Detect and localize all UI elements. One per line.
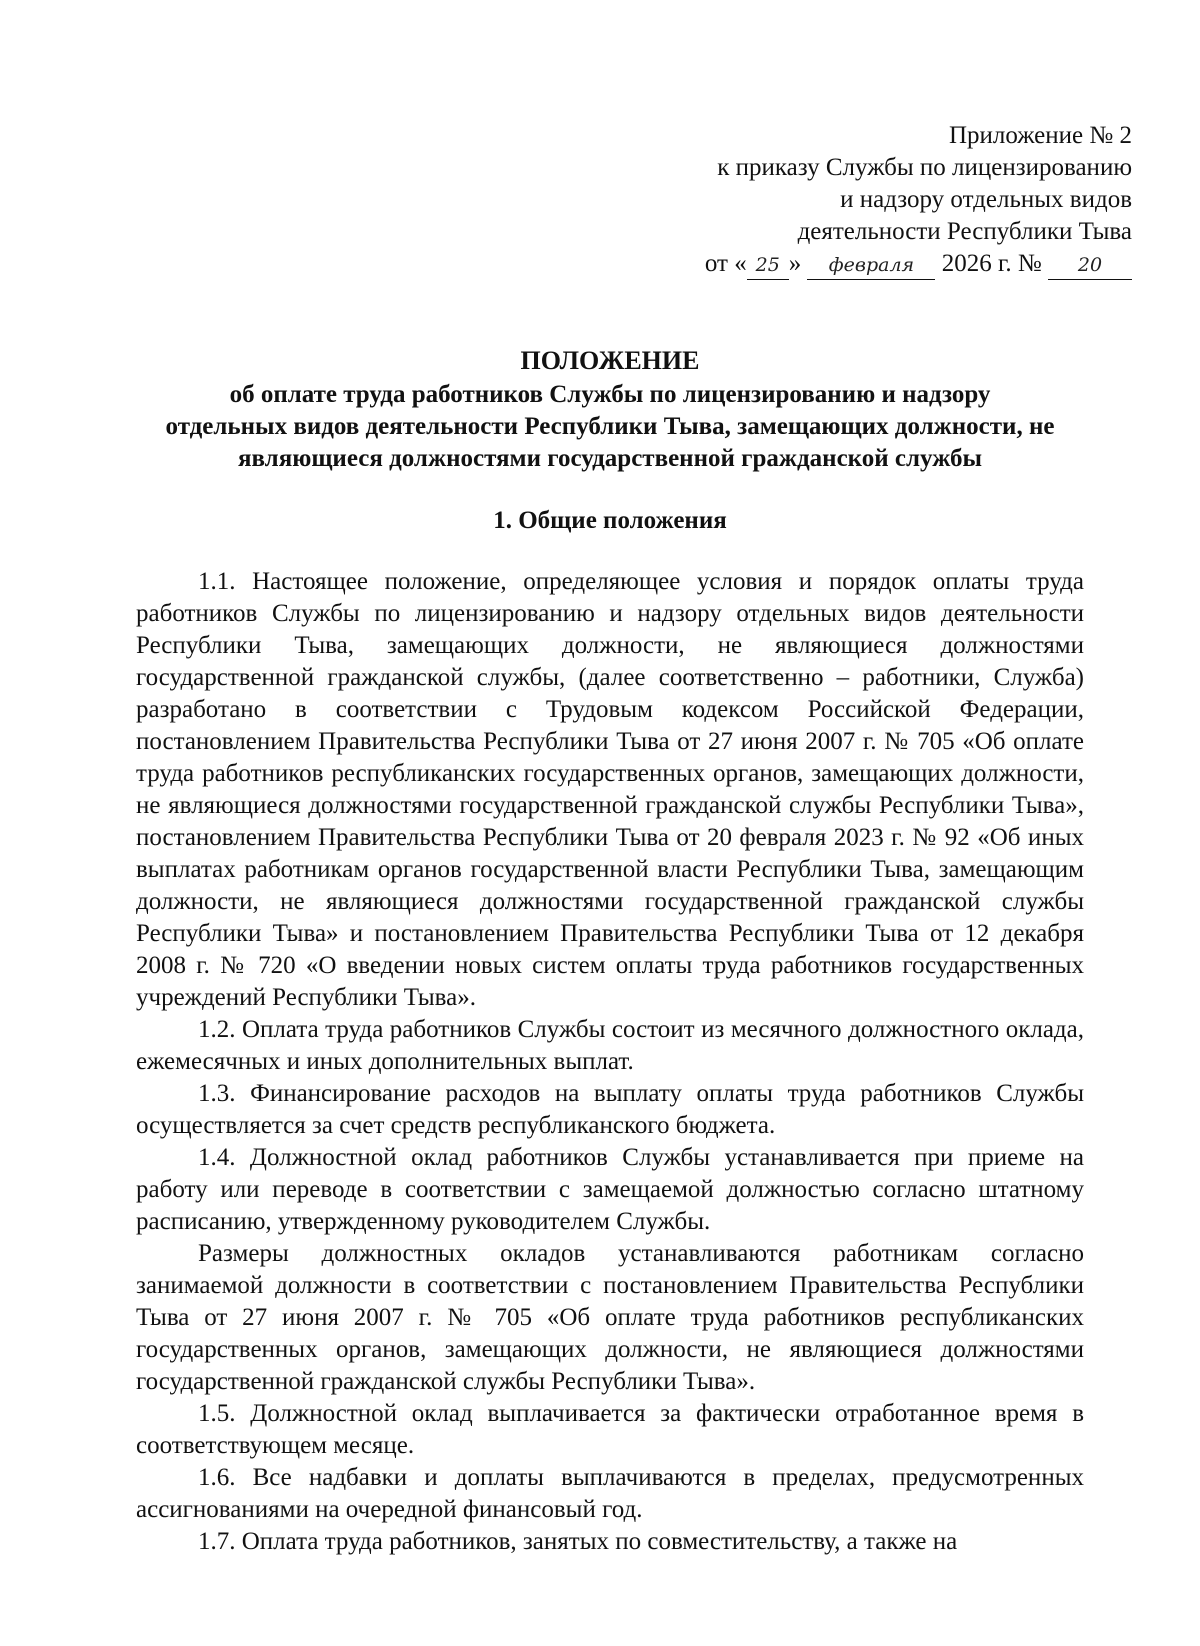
- appendix-order-ref-cont: и надзору отдельных видов: [840, 186, 1132, 213]
- paragraph-1-6: 1.6. Все надбавки и доплаты выплачиваются в пределах, предусмотренных ассигнованиями на очередной финансовый год.: [136, 1464, 1084, 1523]
- paragraph-1-4-sizes: Размеры должностных окладов устанавливаются работникам согласно занимаемой должности в соответствии с постановлением Правительства Республики Тыва от 27 июня 2007 г. № 705 «Об оплате труда работников республиканских государственных органов, замещающих должности, не являющиеся должностями государственной гражданской службы Республики Тыва».: [136, 1240, 1084, 1395]
- appendix-order-ref: к приказу Службы по лицензированию: [717, 154, 1132, 181]
- appendix-order-ref-end: деятельности Республики Тыва: [797, 218, 1132, 245]
- paragraph-1-1: 1.1. Настоящее положение, определяющее условия и порядок оплаты труда работников Службы по лицензированию и надзору отдельных видов деятельности Республики Тыва, замещающих должности, не являющиеся должностями государственной гражданской службы, (далее соответственно – работники, Служба) разработано в соответствии с Трудовым кодексом Российской Федерации, постановлением Правительства Республики Тыва от 27 июня 2007 г. № 705 «Об оплате труда работников республиканских государственных органов, замещающих должности, не являющиеся должностями государственной гражданской службы Республики Тыва», постановлением Правительства Республики Тыва от 20 февраля 2023 г. № 92 «Об иных выплатах работникам органов государственной власти Республики Тыва, замещающим должности, не являющиеся должностями государственной гражданской службы Республики Тыва» и постановлением Правительства Республики Тыва от 12 декабря 2008 г. № 720 «О введении новых систем оплаты труда работников государственных учреждений Республики Тыва».: [136, 568, 1084, 1011]
- date-year: 2026 г. №: [941, 250, 1042, 277]
- date-prefix: от «: [704, 250, 747, 277]
- paragraph-1-4: 1.4. Должностной оклад работников Службы устанавливается при приеме на работу или переводе в соответствии с замещаемой должностью согласно штатному расписанию, утвержденному руководителем Службы.: [136, 1144, 1084, 1235]
- date-quote-close: »: [788, 250, 802, 277]
- date-month-handwritten: февраля: [807, 253, 935, 280]
- paragraph-1-5: 1.5. Должностной оклад выплачивается за фактически отработанное время в соответствующем месяце.: [136, 1400, 1084, 1459]
- date-day-handwritten: 25: [747, 253, 789, 280]
- paragraph-1-2: 1.2. Оплата труда работников Службы состоит из месячного должностного оклада, ежемесячных и иных дополнительных выплат.: [136, 1016, 1084, 1075]
- document-subtitle-line-1: об оплате труда работников Службы по лицензированию и надзору: [229, 381, 991, 408]
- appendix-number: Приложение № 2: [948, 122, 1132, 149]
- paragraph-1-3: 1.3. Финансирование расходов на выплату оплаты труда работников Службы осуществляется за счет средств республиканского бюджета.: [136, 1080, 1084, 1139]
- document-title: ПОЛОЖЕНИЕ: [520, 346, 700, 375]
- appendix-header: [612, 120, 1132, 280]
- order-date-line: [612, 248, 1132, 280]
- section-heading: 1. Общие положения: [493, 507, 727, 534]
- document-subtitle-line-3: являющиеся должностями государственной гражданской службы: [237, 445, 983, 472]
- document-subtitle-line-2: отдельных видов деятельности Республики Тыва, замещающих должности, не: [165, 413, 1055, 440]
- document-title-block: [140, 345, 1080, 475]
- section-body: [136, 566, 1084, 1558]
- order-number-handwritten: 20: [1048, 253, 1132, 280]
- paragraph-1-7: 1.7. Оплата труда работников, занятых по совместительству, а также на: [198, 1528, 958, 1555]
